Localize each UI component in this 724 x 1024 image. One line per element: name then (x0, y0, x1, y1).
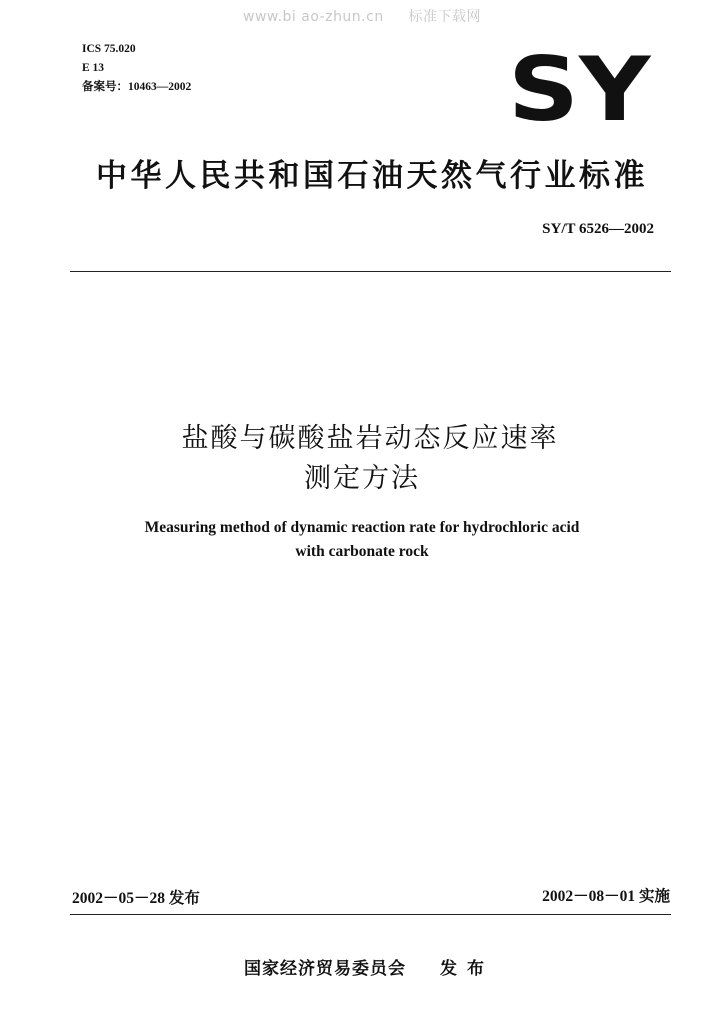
chinese-title-line2: 测定方法 (304, 463, 420, 494)
chinese-title-line1: 盐酸与碳酸盐岩动态反应速率 (181, 423, 559, 454)
english-title-line1: Measuring method of dynamic reaction rate for hydrochloric acid (144, 519, 580, 536)
org-title: 中华人民共和国石油天然气行业标准 (96, 158, 648, 194)
watermark-label: 标准下载网 (408, 9, 481, 25)
issuer-line (244, 954, 494, 979)
sy-logo: SY (508, 38, 651, 141)
classification-block (82, 40, 191, 97)
issue-date: 2002－05－28 发布 (72, 890, 200, 907)
top-divider (70, 271, 671, 272)
category-code: E 13 (82, 62, 105, 74)
english-title-line2: with carbonate rock (295, 543, 429, 560)
standard-number: SY/T 6526—2002 (542, 221, 654, 237)
ics-code: ICS 75.020 (82, 43, 136, 55)
issuer-name: 国家经济贸易委员会 (244, 959, 406, 979)
watermark (0, 6, 724, 26)
bottom-divider (70, 914, 671, 915)
effective-date: 2002－08－01 实施 (542, 888, 670, 905)
issuer-action: 发布 (440, 959, 494, 979)
watermark-site: www.bi ao-zhun.cn (243, 9, 384, 25)
record-number: 备案号：10463—2002 (82, 81, 192, 93)
